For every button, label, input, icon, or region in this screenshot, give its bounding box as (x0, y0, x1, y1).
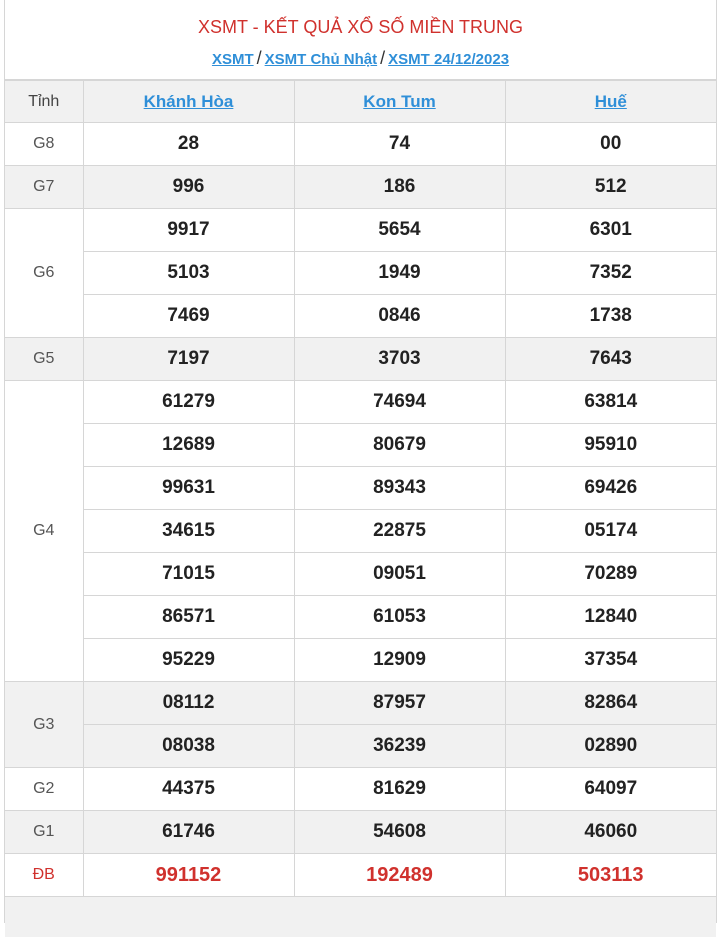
result-number: 99631 (83, 467, 294, 510)
breadcrumb-sunday-link[interactable]: XSMT Chủ Nhật (264, 51, 378, 68)
result-number: 00 (505, 123, 716, 166)
province-header (294, 81, 505, 123)
prize-row-special (5, 854, 716, 897)
result-number: 89343 (294, 467, 505, 510)
prize-label: G1 (5, 811, 83, 854)
province-header (505, 81, 716, 123)
result-number: 63814 (505, 381, 716, 424)
result-number: 7643 (505, 338, 716, 381)
prize-row-g3 (5, 725, 716, 768)
result-number: 71015 (83, 553, 294, 596)
result-number: 186 (294, 166, 505, 209)
prize-row-g4 (5, 510, 716, 553)
prize-label: G6 (5, 209, 83, 338)
province-header (83, 81, 294, 123)
result-number: 82864 (505, 682, 716, 725)
result-number: 95229 (83, 639, 294, 682)
result-number: 61053 (294, 596, 505, 639)
result-number: 08038 (83, 725, 294, 768)
prize-label: G4 (5, 381, 83, 682)
result-number: 22875 (294, 510, 505, 553)
result-number: 61279 (83, 381, 294, 424)
result-number: 44375 (83, 768, 294, 811)
prize-row-g1 (5, 811, 716, 854)
result-number: 61746 (83, 811, 294, 854)
prize-row-g6 (5, 295, 716, 338)
result-number: 74 (294, 123, 505, 166)
result-number: 6301 (505, 209, 716, 252)
result-number: 02890 (505, 725, 716, 768)
result-number: 05174 (505, 510, 716, 553)
result-number: 12840 (505, 596, 716, 639)
breadcrumb-separator: / (256, 48, 262, 68)
prize-row-g3 (5, 682, 716, 725)
breadcrumb-separator: / (380, 48, 386, 68)
prize-row-g6 (5, 252, 716, 295)
result-number: 1738 (505, 295, 716, 338)
result-number: 80679 (294, 424, 505, 467)
breadcrumb-xsmt-link[interactable]: XSMT (211, 51, 254, 68)
result-number: 5103 (83, 252, 294, 295)
result-number: 12909 (294, 639, 505, 682)
prize-label: G5 (5, 338, 83, 381)
prize-row-g8 (5, 123, 716, 166)
result-number: 81629 (294, 768, 505, 811)
prize-label: G7 (5, 166, 83, 209)
result-number: 09051 (294, 553, 505, 596)
prize-label: G3 (5, 682, 83, 768)
result-number: 3703 (294, 338, 505, 381)
prize-row-g4 (5, 553, 716, 596)
result-number: 69426 (505, 467, 716, 510)
result-number: 64097 (505, 768, 716, 811)
prize-row-g7 (5, 166, 716, 209)
prize-label: ĐB (5, 854, 83, 897)
prize-row-g4 (5, 639, 716, 682)
prize-row-g4 (5, 467, 716, 510)
result-number: 95910 (505, 424, 716, 467)
province-link-hue[interactable]: Huế (594, 91, 627, 111)
prize-label: G2 (5, 768, 83, 811)
result-number: 1949 (294, 252, 505, 295)
result-number: 28 (83, 123, 294, 166)
province-link-kon-tum[interactable]: Kon Tum (363, 91, 436, 111)
results-panel (4, 0, 717, 923)
result-number: 7469 (83, 295, 294, 338)
result-number: 34615 (83, 510, 294, 553)
prize-label: G8 (5, 123, 83, 166)
result-number: 512 (505, 166, 716, 209)
result-number: 12689 (83, 424, 294, 467)
prize-row-g4 (5, 596, 716, 639)
province-link-khanh-hoa[interactable]: Khánh Hòa (143, 91, 234, 111)
result-number: 46060 (505, 811, 716, 854)
prize-row-g5 (5, 338, 716, 381)
result-number: 7352 (505, 252, 716, 295)
breadcrumb-date-link[interactable]: XSMT 24/12/2023 (388, 51, 510, 68)
prize-row-g6 (5, 209, 716, 252)
special-prize-number: 192489 (294, 854, 505, 897)
result-number: 54608 (294, 811, 505, 854)
result-number: 86571 (83, 596, 294, 639)
table-header-row (5, 81, 716, 123)
results-table (5, 80, 716, 897)
province-column-label: Tỉnh (5, 81, 83, 123)
result-number: 37354 (505, 639, 716, 682)
result-number: 70289 (505, 553, 716, 596)
result-number: 996 (83, 166, 294, 209)
result-number: 0846 (294, 295, 505, 338)
special-prize-number: 991152 (83, 854, 294, 897)
result-number: 7197 (83, 338, 294, 381)
result-number: 36239 (294, 725, 505, 768)
prize-row-g4 (5, 381, 716, 424)
result-number: 08112 (83, 682, 294, 725)
result-number: 87957 (294, 682, 505, 725)
result-number: 5654 (294, 209, 505, 252)
results-header (5, 0, 716, 80)
page-title: XSMT - KẾT QUẢ XỔ SỐ MIỀN TRUNG (197, 17, 524, 37)
table-footer (5, 897, 716, 937)
prize-row-g4 (5, 424, 716, 467)
special-prize-number: 503113 (505, 854, 716, 897)
breadcrumb (5, 48, 716, 70)
result-number: 9917 (83, 209, 294, 252)
result-number: 74694 (294, 381, 505, 424)
prize-row-g2 (5, 768, 716, 811)
